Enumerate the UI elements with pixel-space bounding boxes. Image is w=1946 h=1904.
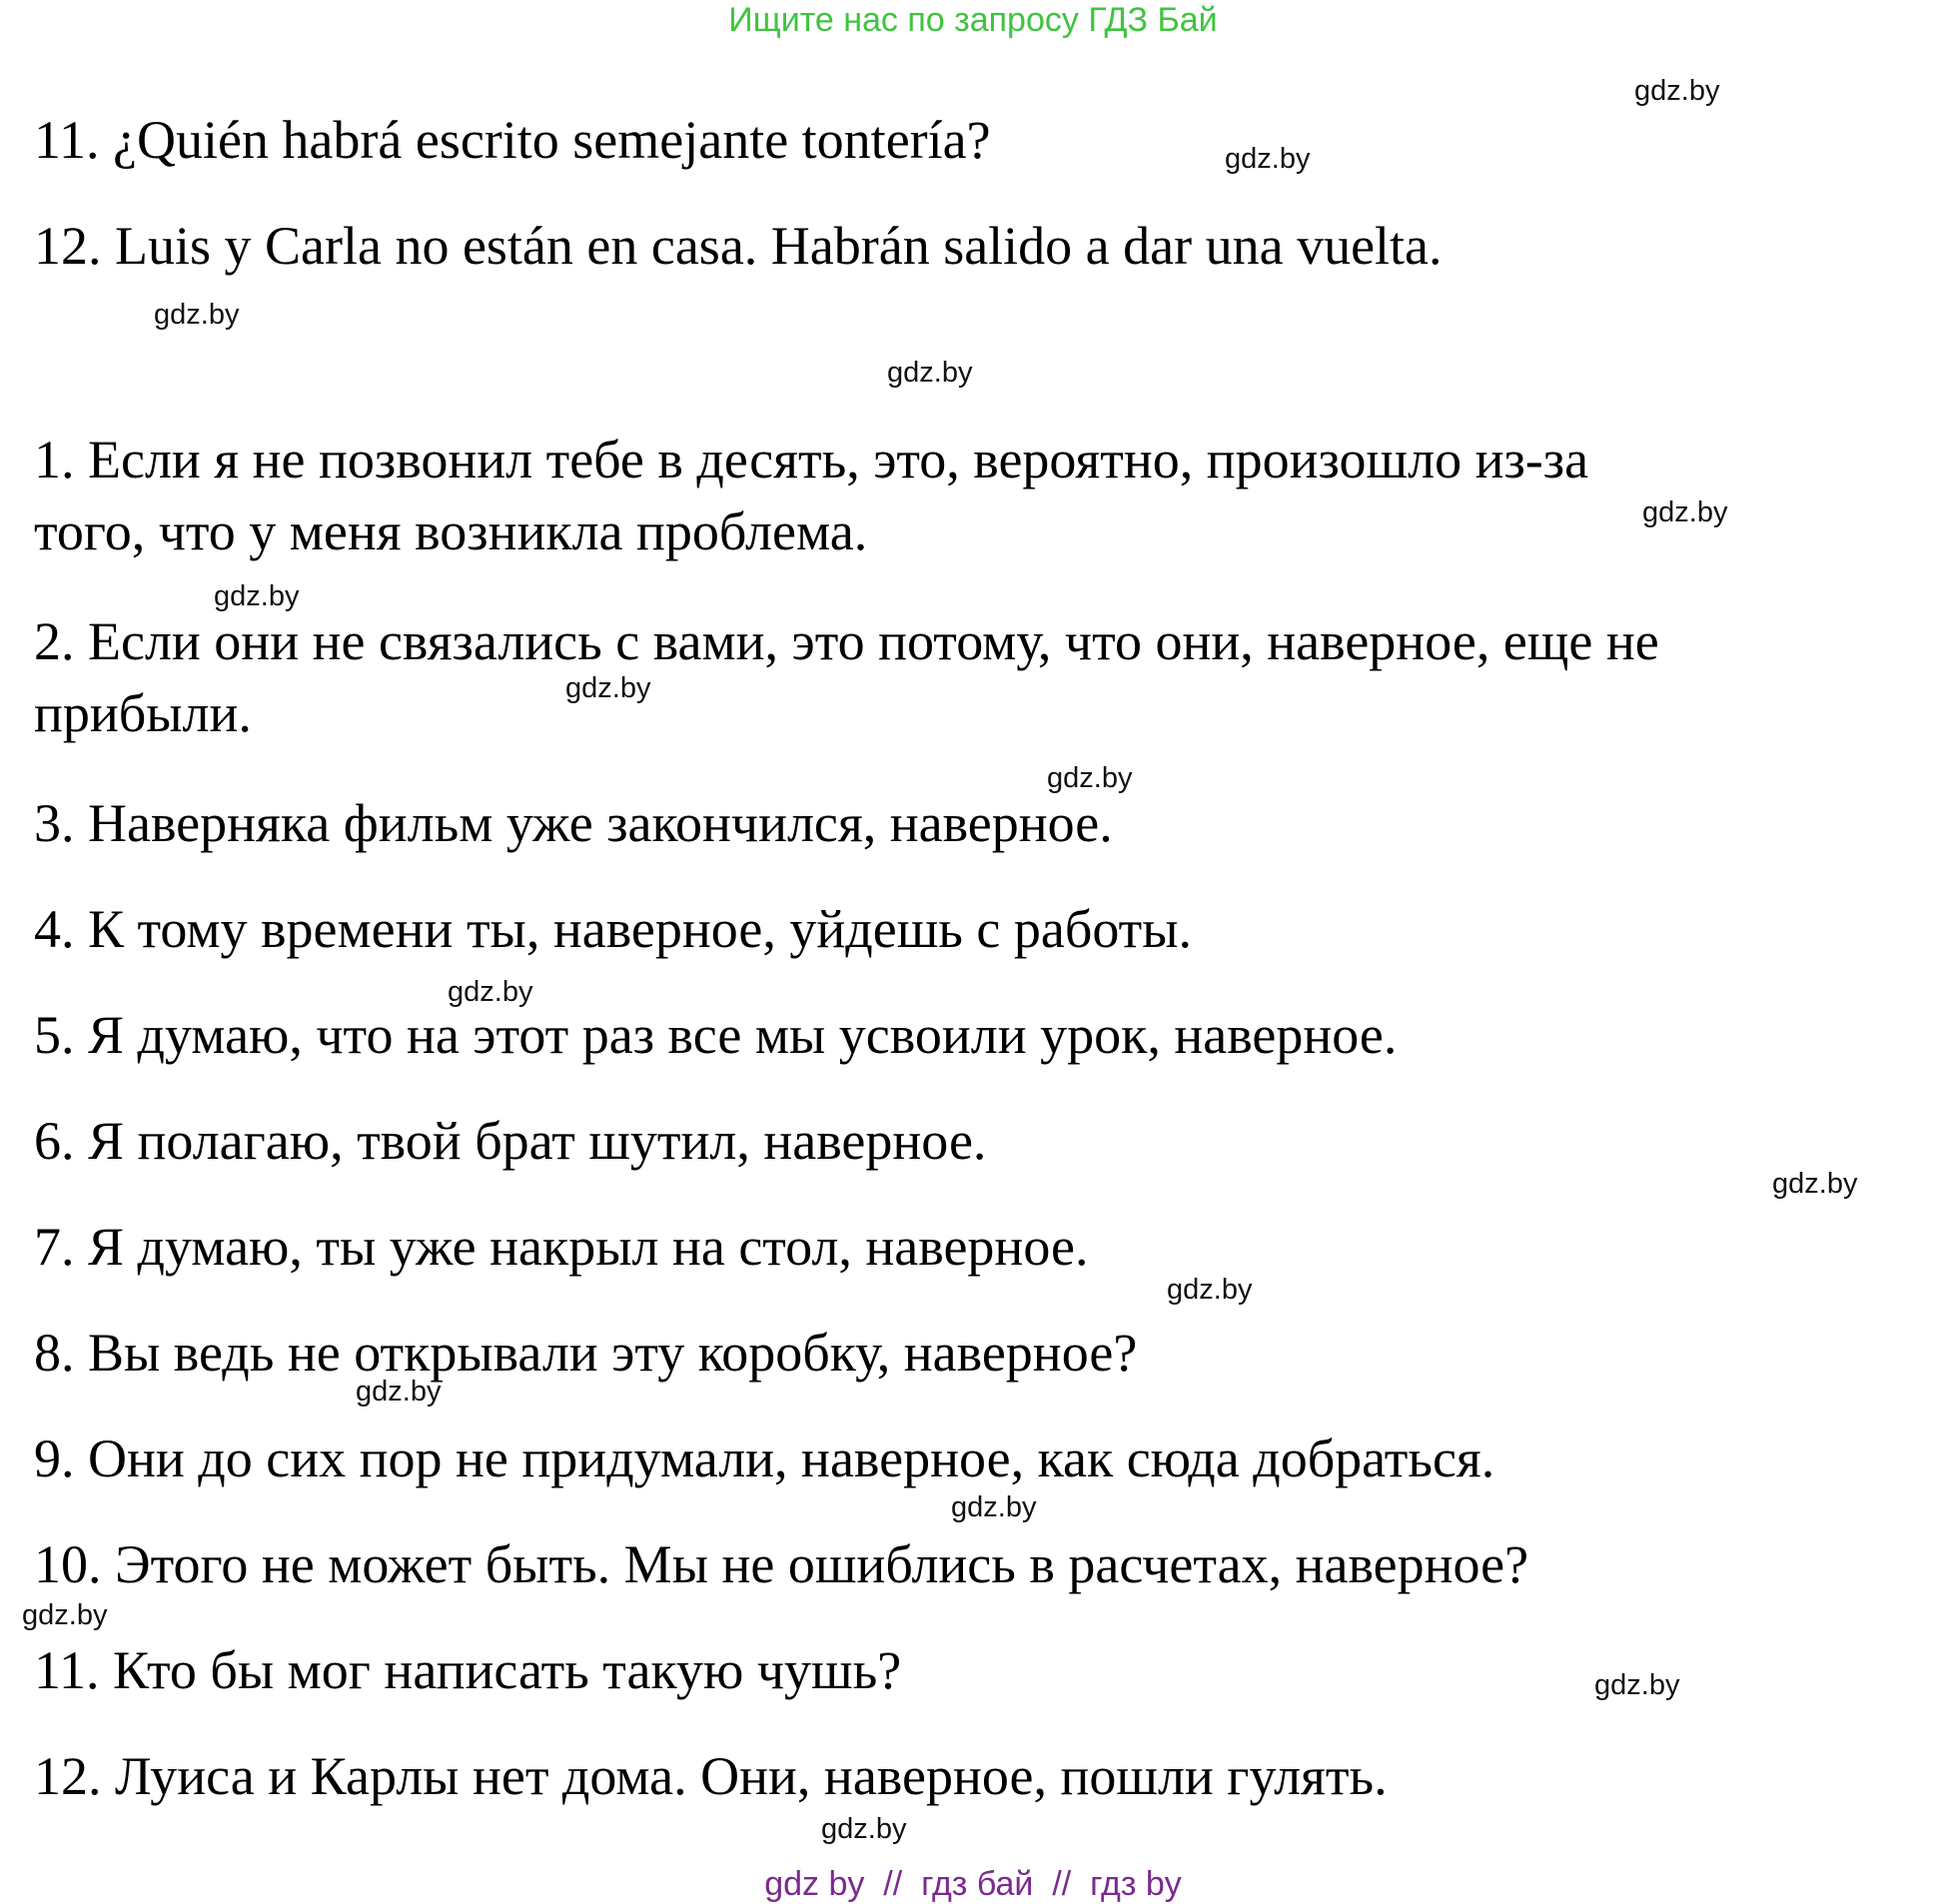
russian-line-6: 6. Я полагаю, твой брат шутил, наверное. — [34, 1111, 987, 1171]
spanish-line-11: 11. ¿Quién habrá escrito semejante tontería? — [34, 110, 991, 170]
watermark: gdz.by — [1167, 1274, 1253, 1306]
footer-watermark: gdz by // гдз бай // гдз by — [764, 1865, 1182, 1903]
spanish-line-12: 12. Luis y Carla no están en casa. Habrán salido a dar una vuelta. — [34, 216, 1443, 276]
russian-line-1a: 1. Если я не позвонил тебе в десять, это, вероятно, произошло из-за — [34, 430, 1589, 489]
russian-line-1b: того, что у меня возникла проблема. — [34, 501, 868, 561]
russian-line-10: 10. Этого не может быть. Мы не ошиблись в расчетах, наверное? — [34, 1534, 1529, 1594]
russian-line-4: 4. К тому времени ты, наверное, уйдешь с работы. — [34, 899, 1192, 959]
watermark: gdz.by — [565, 672, 651, 704]
watermark: gdz.by — [1594, 1669, 1680, 1701]
top-banner: Ищите нас по запросу ГДЗ Бай — [728, 1, 1218, 39]
watermark: gdz.by — [1772, 1168, 1858, 1200]
russian-line-11: 11. Кто бы мог написать такую чушь? — [34, 1640, 902, 1700]
russian-line-2a: 2. Если они не связались с вами, это потому, что они, наверное, еще не — [34, 611, 1659, 671]
russian-line-8: 8. Вы ведь не открывали эту коробку, наверное? — [34, 1323, 1138, 1383]
watermark: gdz.by — [1047, 762, 1133, 794]
watermark: gdz.by — [154, 299, 240, 331]
watermark: gdz.by — [951, 1491, 1037, 1523]
watermark: gdz.by — [1634, 75, 1720, 107]
watermark: gdz.by — [887, 357, 973, 389]
watermark: gdz.by — [448, 976, 533, 1008]
watermark: gdz.by — [214, 580, 300, 612]
russian-line-5: 5. Я думаю, что на этот раз все мы усвоили урок, наверное. — [34, 1005, 1398, 1065]
watermark: gdz.by — [22, 1599, 108, 1631]
watermark: gdz.by — [356, 1376, 442, 1408]
russian-line-2b: прибыли. — [34, 683, 252, 743]
russian-line-7: 7. Я думаю, ты уже накрыл на стол, наверное. — [34, 1217, 1089, 1277]
watermark: gdz.by — [821, 1813, 907, 1845]
russian-line-12: 12. Луиса и Карлы нет дома. Они, наверное, пошли гулять. — [34, 1746, 1388, 1806]
russian-line-9: 9. Они до сих пор не придумали, наверное, как сюда добраться. — [34, 1428, 1495, 1488]
russian-line-3: 3. Наверняка фильм уже закончился, наверное. — [34, 793, 1113, 853]
watermark: gdz.by — [1225, 143, 1311, 175]
watermark: gdz.by — [1642, 496, 1728, 528]
